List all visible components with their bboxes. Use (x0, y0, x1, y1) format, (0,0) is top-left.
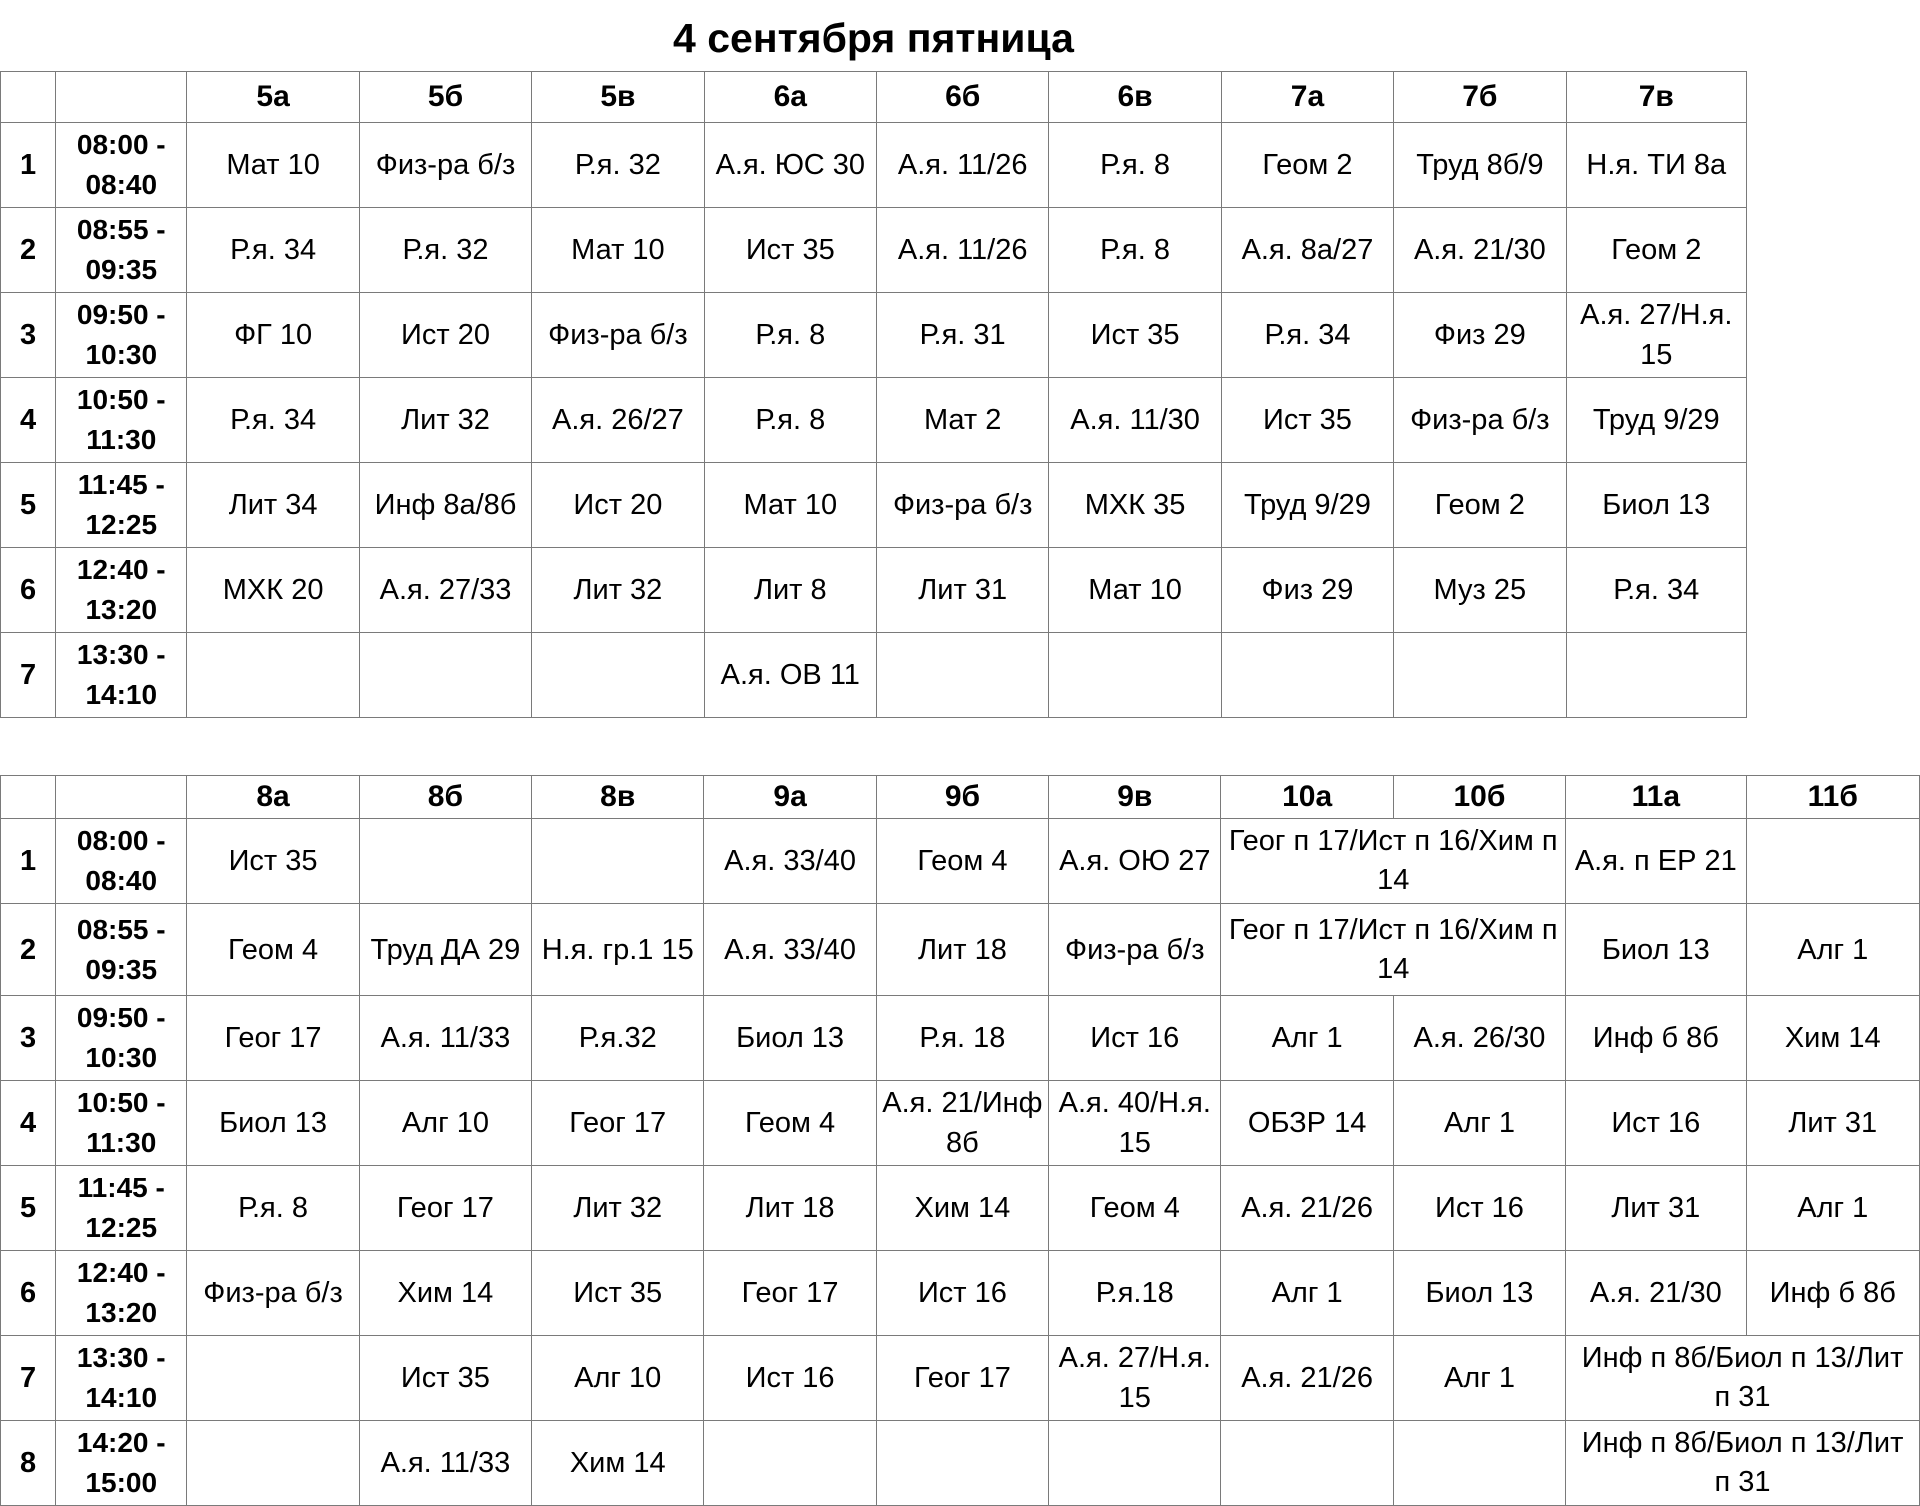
lesson-cell: Геом 4 (187, 904, 359, 996)
lesson-cell: Геом 2 (1221, 123, 1393, 208)
lesson-cell: Ист 35 (532, 1251, 704, 1336)
lesson-row (1, 1421, 1920, 1506)
lesson-cell: Труд ДА 29 (359, 904, 531, 996)
lesson-time-start: 08:55 - (76, 913, 166, 945)
class-header: 8в (532, 776, 704, 819)
lesson-cell: Лит 32 (359, 378, 531, 463)
lesson-row (1, 904, 1920, 996)
lesson-cell: Геом 4 (704, 1081, 876, 1166)
lesson-time (56, 819, 187, 904)
lesson-time-start: 13:30 - (76, 1342, 166, 1373)
lesson-cell: Геог 17 (187, 996, 359, 1081)
lesson-cell: Физ 29 (1221, 548, 1393, 633)
lesson-cell: Р.я. 34 (1566, 548, 1746, 633)
lesson-time (56, 996, 187, 1081)
lesson-time (56, 123, 187, 208)
lesson-cell: Алг 1 (1746, 904, 1920, 996)
lesson-cell: А.я. ЮС 30 (704, 123, 876, 208)
lesson-cell: Физ 29 (1394, 293, 1566, 378)
lesson-cell: А.я. 21/30 (1394, 208, 1566, 293)
lesson-number: 3 (1, 293, 56, 378)
lesson-cell: Р.я. 8 (187, 1166, 359, 1251)
lesson-time-start: 12:40 - (76, 1257, 166, 1288)
class-header: 6б (876, 72, 1048, 123)
lesson-time-start: 10:50 - (76, 1087, 166, 1118)
lesson-cell: Геог 17 (359, 1166, 531, 1251)
lesson-cell: А.я. 21/30 (1566, 1251, 1746, 1336)
lesson-cell: Геом 4 (1049, 1166, 1221, 1251)
lesson-cell: Биол 13 (704, 996, 876, 1081)
lesson-time-end: 08:40 (85, 865, 158, 896)
lesson-number: 7 (1, 1336, 56, 1421)
lesson-cell: Р.я. 32 (532, 123, 704, 208)
lesson-time (56, 1081, 187, 1166)
lesson-number: 5 (1, 463, 56, 548)
lesson-cell (876, 633, 1048, 718)
lesson-cell: Лит 18 (876, 904, 1048, 996)
lesson-row (1, 1081, 1920, 1166)
lesson-time-end: 14:10 (85, 1382, 158, 1413)
lesson-cell: А.я. 27/Н.я. 15 (1049, 1336, 1221, 1421)
lesson-cell: Лит 32 (532, 1166, 704, 1251)
lesson-time (56, 293, 187, 378)
lesson-row (1, 548, 1747, 633)
class-header: 10а (1221, 776, 1393, 819)
lesson-row (1, 1251, 1920, 1336)
lesson-number: 2 (1, 904, 56, 996)
lesson-cell (1566, 633, 1746, 718)
lesson-time (56, 1166, 187, 1251)
lesson-cell: Р.я. 8 (1049, 123, 1221, 208)
schedule-table-grades-5-7 (0, 71, 1747, 718)
lesson-cell: Труд 8б/9 (1394, 123, 1566, 208)
lesson-cell: Р.я. 8 (704, 378, 876, 463)
lesson-row (1, 1336, 1920, 1421)
lesson-cell: А.я. п ЕР 21 (1566, 819, 1746, 904)
lesson-time (56, 1421, 187, 1506)
lesson-cell: Н.я. ТИ 8а (1566, 123, 1746, 208)
lesson-time-start: 13:30 - (76, 639, 166, 670)
lesson-cell (359, 819, 531, 904)
lesson-time-end: 14:10 (85, 679, 158, 710)
lesson-cell: А.я. 26/27 (532, 378, 704, 463)
lesson-time-end: 12:25 (85, 1212, 158, 1243)
class-header: 5б (359, 72, 531, 123)
lesson-cell: Алг 10 (359, 1081, 531, 1166)
lesson-number: 2 (1, 208, 56, 293)
lesson-cell (1049, 633, 1221, 718)
lesson-cell: Инф п 8б/Биол п 13/Лит п 31 (1566, 1421, 1920, 1506)
lesson-cell: А.я. 11/33 (359, 996, 531, 1081)
lesson-cell: Биол 13 (1566, 904, 1746, 996)
lesson-cell: Биол 13 (187, 1081, 359, 1166)
lesson-cell: Инф 8а/8б (359, 463, 531, 548)
class-header: 8а (187, 776, 359, 819)
class-header: 9б (876, 776, 1048, 819)
class-header: 9в (1049, 776, 1221, 819)
lesson-row (1, 1166, 1920, 1251)
lesson-cell: Мат 10 (704, 463, 876, 548)
lesson-cell: Ист 16 (876, 1251, 1048, 1336)
lesson-time-end: 10:30 (85, 1042, 158, 1073)
lesson-cell: Мат 10 (532, 208, 704, 293)
lesson-cell: ОБЗР 14 (1221, 1081, 1393, 1166)
class-header: 10б (1393, 776, 1565, 819)
class-header: 11б (1746, 776, 1920, 819)
lesson-cell: А.я. 26/30 (1393, 996, 1565, 1081)
lesson-number: 4 (1, 1081, 56, 1166)
lesson-cell: А.я. ОВ 11 (704, 633, 876, 718)
lesson-cell: Лит 31 (876, 548, 1048, 633)
lesson-cell: А.я. 11/33 (359, 1421, 531, 1506)
lesson-time-start: 08:00 - (76, 825, 166, 856)
lesson-time-start: 11:45 - (77, 469, 165, 500)
lesson-number: 4 (1, 378, 56, 463)
lesson-row (1, 208, 1747, 293)
lesson-cell: Алг 1 (1221, 996, 1393, 1081)
lesson-cell: Р.я. 32 (359, 208, 531, 293)
lesson-cell: Лит 32 (532, 548, 704, 633)
lesson-cell: Р.я. 8 (704, 293, 876, 378)
header-corner-time (56, 776, 187, 819)
class-header: 8б (359, 776, 531, 819)
lesson-cell: Алг 1 (1221, 1251, 1393, 1336)
lesson-cell: А.я. 11/26 (876, 208, 1048, 293)
lesson-cell: Геом 2 (1566, 208, 1746, 293)
page-title: 4 сентября пятница (673, 15, 1074, 61)
lesson-cell: Ист 16 (1393, 1166, 1565, 1251)
lesson-cell (359, 633, 531, 718)
lesson-cell: Физ-ра б/з (359, 123, 531, 208)
lesson-cell: Геог 17 (532, 1081, 704, 1166)
lesson-cell: Р.я. 34 (1221, 293, 1393, 378)
lesson-time (56, 208, 187, 293)
lesson-cell: Лит 31 (1746, 1081, 1920, 1166)
lesson-time-end: 08:40 (85, 169, 158, 200)
lesson-cell (1746, 819, 1920, 904)
lesson-cell: Н.я. гр.1 15 (532, 904, 704, 996)
lesson-cell: Геог 17 (704, 1251, 876, 1336)
lesson-number: 6 (1, 1251, 56, 1336)
class-header: 9а (704, 776, 876, 819)
lesson-cell: А.я. ОЮ 27 (1049, 819, 1221, 904)
lesson-cell: Инф п 8б/Биол п 13/Лит п 31 (1566, 1336, 1920, 1421)
class-header: 11а (1566, 776, 1746, 819)
lesson-cell: Р.я.32 (532, 996, 704, 1081)
lesson-cell: МХК 35 (1049, 463, 1221, 548)
lesson-time-start: 14:20 - (76, 1427, 166, 1458)
lesson-time-end: 13:20 (85, 594, 158, 625)
lesson-cell (532, 819, 704, 904)
lesson-cell: Ист 35 (1221, 378, 1393, 463)
lesson-row (1, 633, 1747, 718)
lesson-cell: А.я. 21/26 (1221, 1336, 1393, 1421)
lesson-cell: А.я. 27/33 (359, 548, 531, 633)
lesson-time-start: 09:50 - (76, 299, 166, 330)
lesson-cell: Биол 13 (1393, 1251, 1565, 1336)
lesson-cell: Ист 20 (532, 463, 704, 548)
lesson-number: 8 (1, 1421, 56, 1506)
lesson-cell (704, 1421, 876, 1506)
lesson-cell: Р.я.18 (1049, 1251, 1221, 1336)
lesson-row (1, 996, 1920, 1081)
class-header: 7б (1394, 72, 1566, 123)
class-header: 6а (704, 72, 876, 123)
lesson-cell: МХК 20 (187, 548, 359, 633)
lesson-cell: Геог п 17/Ист п 16/Хим п 14 (1221, 819, 1566, 904)
class-header: 7в (1566, 72, 1746, 123)
lesson-cell: Хим 14 (1746, 996, 1920, 1081)
lesson-time (56, 548, 187, 633)
lesson-time (56, 633, 187, 718)
lesson-cell (1221, 633, 1393, 718)
lesson-cell: Р.я. 34 (187, 378, 359, 463)
lesson-cell: Р.я. 31 (876, 293, 1048, 378)
lesson-cell: Ист 35 (187, 819, 359, 904)
lesson-cell: Ист 16 (704, 1336, 876, 1421)
class-header: 6в (1049, 72, 1221, 123)
lesson-time (56, 1251, 187, 1336)
lesson-cell (532, 633, 704, 718)
lesson-cell: Ист 16 (1566, 1081, 1746, 1166)
lesson-cell (1393, 1421, 1565, 1506)
lesson-cell: Хим 14 (876, 1166, 1048, 1251)
lesson-time-end: 10:30 (85, 339, 158, 370)
header-row (1, 72, 1747, 123)
lesson-time (56, 1336, 187, 1421)
lesson-number: 1 (1, 819, 56, 904)
lesson-cell: Ист 20 (359, 293, 531, 378)
lesson-cell: А.я. 11/26 (876, 123, 1048, 208)
lesson-cell: Ист 35 (359, 1336, 531, 1421)
lesson-cell: Физ-ра б/з (187, 1251, 359, 1336)
lesson-cell: Биол 13 (1566, 463, 1746, 548)
lesson-cell: Труд 9/29 (1566, 378, 1746, 463)
lesson-cell (1221, 1421, 1393, 1506)
lesson-time-end: 11:30 (86, 1127, 157, 1158)
lesson-cell: А.я. 11/30 (1049, 378, 1221, 463)
lesson-cell (187, 1336, 359, 1421)
lesson-cell: Ист 35 (704, 208, 876, 293)
lesson-time-end: 13:20 (85, 1297, 158, 1328)
lesson-cell: А.я. 33/40 (704, 819, 876, 904)
lesson-number: 7 (1, 633, 56, 718)
lesson-cell: Физ-ра б/з (1049, 904, 1221, 996)
lesson-cell: Хим 14 (359, 1251, 531, 1336)
lesson-row (1, 819, 1920, 904)
header-corner-num (1, 72, 56, 123)
lesson-cell: А.я. 21/26 (1221, 1166, 1393, 1251)
lesson-cell: Мат 10 (187, 123, 359, 208)
lesson-cell: Р.я. 8 (1049, 208, 1221, 293)
lesson-cell: Р.я. 18 (876, 996, 1048, 1081)
lesson-cell: А.я. 33/40 (704, 904, 876, 996)
lesson-cell: Геог п 17/Ист п 16/Хим п 14 (1221, 904, 1566, 996)
lesson-cell: Ист 35 (1049, 293, 1221, 378)
lesson-time-start: 08:55 - (76, 214, 166, 245)
lesson-cell (187, 633, 359, 718)
lesson-number: 5 (1, 1166, 56, 1251)
lesson-cell: Ист 16 (1049, 996, 1221, 1081)
lesson-time-end: 12:25 (85, 509, 158, 540)
lesson-cell (187, 1421, 359, 1506)
lesson-cell: А.я. 27/Н.я. 15 (1566, 293, 1746, 378)
lesson-time-start: 10:50 - (76, 384, 166, 415)
lesson-cell: Мат 2 (876, 378, 1048, 463)
lesson-row (1, 123, 1747, 208)
lesson-time-end: 11:30 (86, 424, 157, 455)
lesson-cell: Инф б 8б (1566, 996, 1746, 1081)
lesson-cell: Алг 10 (532, 1336, 704, 1421)
lesson-cell: А.я. 21/Инф 8б (876, 1081, 1048, 1166)
class-header: 5в (532, 72, 704, 123)
lesson-cell: Мат 10 (1049, 548, 1221, 633)
schedule-table-grades-8-11 (0, 775, 1920, 1506)
class-header: 7а (1221, 72, 1393, 123)
lesson-cell: Муз 25 (1394, 548, 1566, 633)
lesson-cell: Лит 18 (704, 1166, 876, 1251)
lesson-time-start: 12:40 - (76, 554, 166, 585)
lesson-cell: Геом 4 (876, 819, 1048, 904)
lesson-time-end: 09:35 (85, 254, 158, 285)
lesson-cell: Геом 2 (1394, 463, 1566, 548)
lesson-cell (1049, 1421, 1221, 1506)
lesson-number: 6 (1, 548, 56, 633)
lesson-time (56, 378, 187, 463)
header-corner-time (56, 72, 187, 123)
class-header: 5а (187, 72, 359, 123)
lesson-row (1, 378, 1747, 463)
lesson-cell: Физ-ра б/з (876, 463, 1048, 548)
lesson-cell (1394, 633, 1566, 718)
lesson-cell: Лит 34 (187, 463, 359, 548)
lesson-cell: Лит 8 (704, 548, 876, 633)
lesson-number: 1 (1, 123, 56, 208)
lesson-cell: Физ-ра б/з (1394, 378, 1566, 463)
lesson-cell: Инф б 8б (1746, 1251, 1920, 1336)
lesson-cell: Алг 1 (1393, 1336, 1565, 1421)
lesson-number: 3 (1, 996, 56, 1081)
lesson-cell: Алг 1 (1393, 1081, 1565, 1166)
lesson-cell: Хим 14 (532, 1421, 704, 1506)
lesson-row (1, 463, 1747, 548)
header-corner-num (1, 776, 56, 819)
lesson-time (56, 463, 187, 548)
lesson-time-end: 15:00 (85, 1467, 158, 1498)
lesson-cell: Физ-ра б/з (532, 293, 704, 378)
header-row (1, 776, 1920, 819)
lesson-cell: А.я. 40/Н.я. 15 (1049, 1081, 1221, 1166)
lesson-row (1, 293, 1747, 378)
lesson-cell: Геог 17 (876, 1336, 1048, 1421)
lesson-time-start: 11:45 - (77, 1172, 165, 1203)
lesson-cell (876, 1421, 1048, 1506)
lesson-time-end: 09:35 (85, 953, 158, 985)
lesson-cell: Алг 1 (1746, 1166, 1920, 1251)
lesson-time (56, 904, 187, 996)
lesson-cell: Лит 31 (1566, 1166, 1746, 1251)
lesson-cell: Р.я. 34 (187, 208, 359, 293)
lesson-time-start: 08:00 - (76, 129, 166, 160)
lesson-time-start: 09:50 - (76, 1002, 166, 1033)
lesson-cell: А.я. 8а/27 (1221, 208, 1393, 293)
lesson-cell: ФГ 10 (187, 293, 359, 378)
lesson-cell: Труд 9/29 (1221, 463, 1393, 548)
